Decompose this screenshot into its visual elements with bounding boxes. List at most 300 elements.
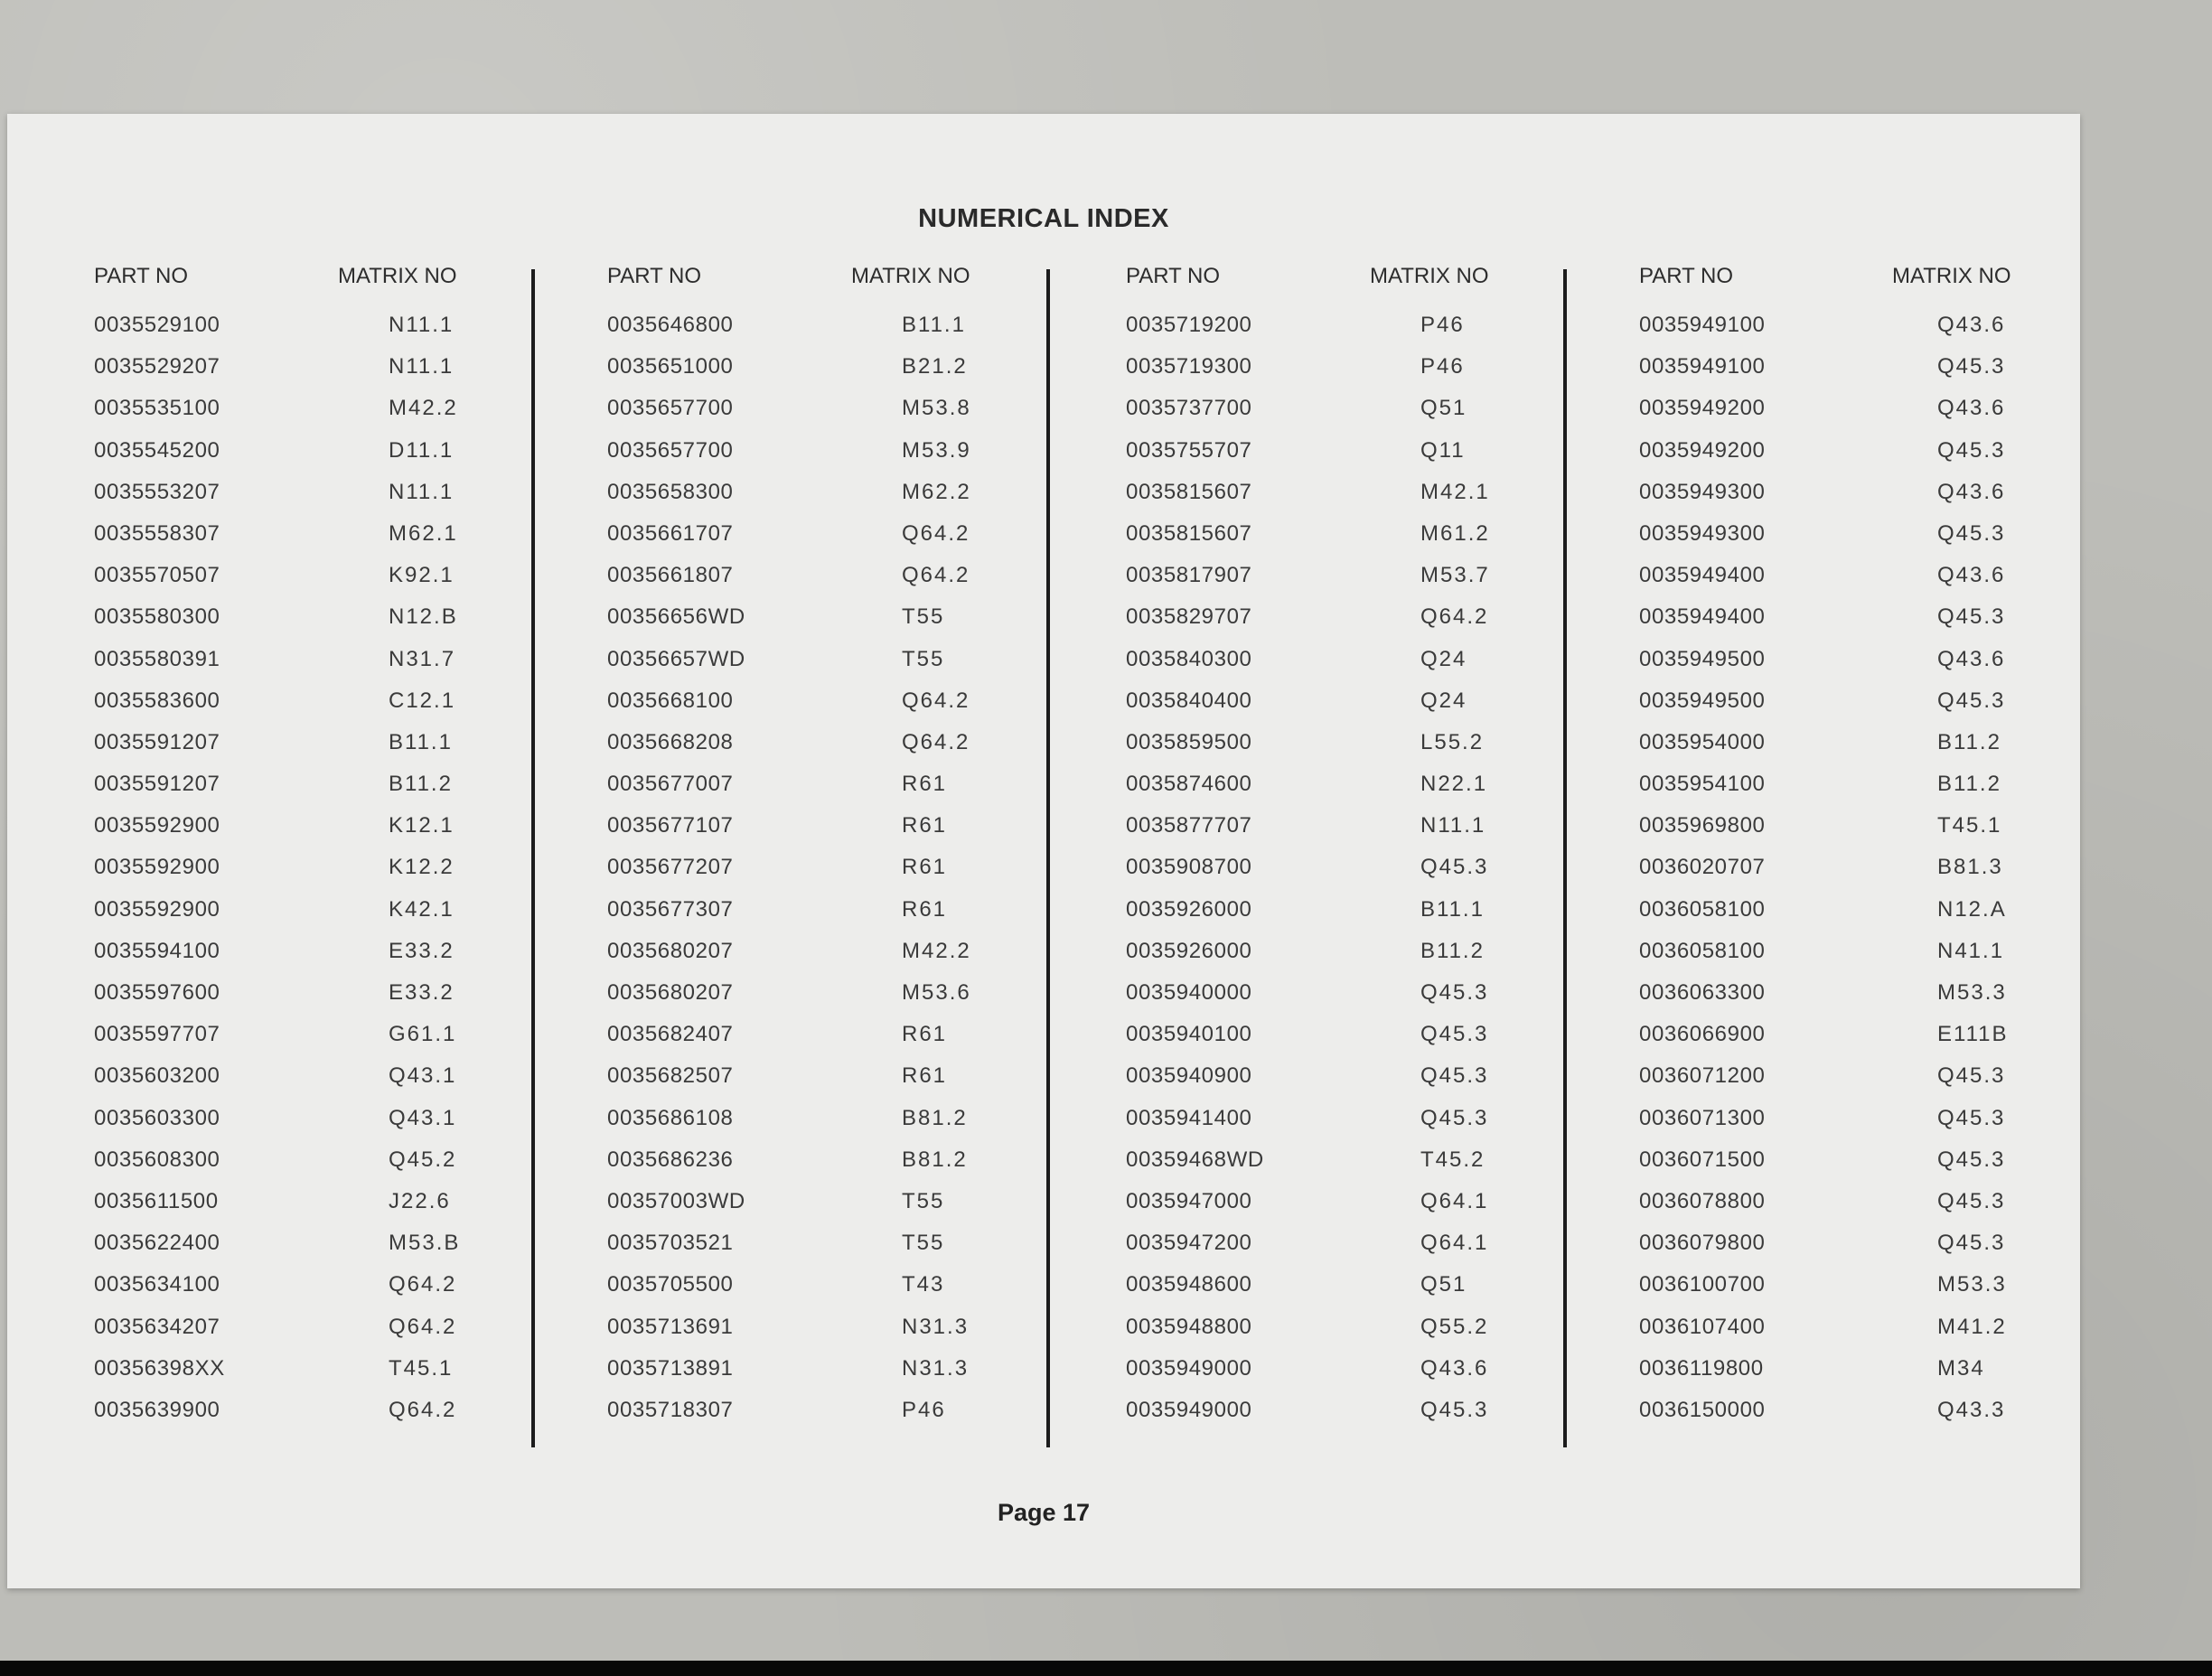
part-number: 0035703521 bbox=[607, 1231, 734, 1256]
matrix-number: Q45.3 bbox=[1420, 980, 1489, 1005]
part-number: 0035719300 bbox=[1126, 354, 1252, 379]
part-number: 0035949300 bbox=[1639, 479, 1766, 504]
index-row bbox=[600, 352, 1106, 394]
index-row bbox=[1119, 1313, 1625, 1354]
part-number: 0035545200 bbox=[94, 437, 220, 463]
matrix-number: Q64.1 bbox=[1420, 1188, 1489, 1213]
part-number: 0035583600 bbox=[94, 688, 220, 713]
index-row bbox=[600, 1270, 1106, 1312]
index-rows bbox=[1632, 311, 2138, 1437]
index-row bbox=[600, 1020, 1106, 1062]
column-divider bbox=[531, 269, 535, 1447]
part-number: 0035661707 bbox=[607, 520, 734, 546]
index-row bbox=[1119, 770, 1625, 811]
part-number: 0035682407 bbox=[607, 1022, 734, 1047]
index-row bbox=[1632, 352, 2138, 394]
matrix-number: J22.6 bbox=[389, 1188, 451, 1213]
matrix-number: N12.A bbox=[1937, 896, 2007, 922]
matrix-number: E33.2 bbox=[389, 980, 455, 1005]
matrix-number: Q64.2 bbox=[902, 688, 970, 713]
index-row bbox=[600, 728, 1106, 770]
matrix-number: B11.2 bbox=[1937, 729, 2001, 754]
index-row bbox=[87, 394, 593, 435]
part-number: 0035949500 bbox=[1639, 646, 1766, 671]
index-row bbox=[1119, 1062, 1625, 1103]
matrix-number: K12.2 bbox=[389, 855, 455, 880]
index-row bbox=[600, 645, 1106, 687]
index-row bbox=[600, 1146, 1106, 1187]
matrix-number: D11.1 bbox=[389, 437, 455, 463]
part-number: 0036119800 bbox=[1639, 1355, 1764, 1381]
matrix-number: M42.1 bbox=[1420, 479, 1490, 504]
part-number: 0035608300 bbox=[94, 1147, 220, 1172]
index-row bbox=[1632, 770, 2138, 811]
matrix-number: Q43.1 bbox=[389, 1063, 457, 1089]
part-number: 0035558307 bbox=[94, 520, 220, 546]
part-number: 0035591207 bbox=[94, 729, 220, 754]
part-number: 0035949400 bbox=[1639, 604, 1766, 630]
matrix-number: N11.1 bbox=[389, 354, 455, 379]
matrix-number: Q45.3 bbox=[1420, 1105, 1489, 1130]
index-row bbox=[87, 1146, 593, 1187]
index-row bbox=[87, 1229, 593, 1270]
matrix-number: Q45.3 bbox=[1937, 1105, 2006, 1130]
part-number: 00356657WD bbox=[607, 646, 745, 671]
part-number: 0035949400 bbox=[1639, 563, 1766, 588]
matrix-number: M53.3 bbox=[1937, 1272, 2007, 1297]
part-number: 0035713691 bbox=[607, 1314, 734, 1339]
matrix-number: E33.2 bbox=[389, 938, 455, 963]
part-number: 0035755707 bbox=[1126, 437, 1252, 463]
matrix-number: M42.2 bbox=[902, 938, 971, 963]
part-number: 0035713891 bbox=[607, 1355, 734, 1381]
matrix-number: N31.7 bbox=[389, 646, 456, 671]
part-number: 0035553207 bbox=[94, 479, 220, 504]
part-number: 0035646800 bbox=[607, 313, 734, 337]
part-number: 0036079800 bbox=[1639, 1231, 1766, 1256]
matrix-number: T55 bbox=[902, 646, 945, 671]
matrix-number: M53.9 bbox=[902, 437, 971, 463]
index-rows bbox=[600, 311, 1106, 1437]
part-number: 0035949200 bbox=[1639, 437, 1766, 463]
index-row bbox=[1119, 311, 1625, 352]
matrix-no-header: MATRIX NO bbox=[1370, 264, 1489, 288]
part-number: 0036063300 bbox=[1639, 980, 1766, 1005]
index-row bbox=[600, 770, 1106, 811]
matrix-number: T45.1 bbox=[1937, 813, 2002, 838]
matrix-number: Q64.2 bbox=[902, 729, 970, 754]
index-row bbox=[87, 1104, 593, 1146]
part-number: 0035634100 bbox=[94, 1272, 220, 1297]
part-number: 0035949100 bbox=[1639, 313, 1766, 337]
index-row bbox=[1119, 603, 1625, 644]
matrix-number: N31.3 bbox=[902, 1355, 970, 1381]
index-row bbox=[1119, 478, 1625, 520]
matrix-number: Q45.3 bbox=[1937, 604, 2006, 630]
part-number: 0035680207 bbox=[607, 938, 734, 963]
index-row bbox=[87, 1062, 593, 1103]
index-row bbox=[600, 978, 1106, 1020]
index-row bbox=[87, 937, 593, 978]
part-number: 0035603300 bbox=[94, 1105, 220, 1130]
index-row bbox=[1119, 895, 1625, 937]
index-row bbox=[1632, 520, 2138, 561]
index-row bbox=[600, 1104, 1106, 1146]
matrix-number: B11.1 bbox=[389, 729, 453, 754]
index-row bbox=[1119, 811, 1625, 853]
matrix-number: B11.2 bbox=[1937, 772, 2001, 797]
matrix-number: B11.2 bbox=[389, 772, 453, 797]
index-row bbox=[1632, 1354, 2138, 1396]
part-number: 0035877707 bbox=[1126, 813, 1252, 838]
part-number: 0035718307 bbox=[607, 1397, 734, 1422]
index-row bbox=[1632, 1104, 2138, 1146]
matrix-number: K12.1 bbox=[389, 813, 455, 838]
matrix-number: B81.2 bbox=[902, 1147, 968, 1172]
index-row bbox=[1119, 687, 1625, 728]
matrix-number: B11.1 bbox=[1420, 896, 1485, 922]
index-row bbox=[1632, 853, 2138, 894]
part-number: 0035840400 bbox=[1126, 688, 1252, 713]
column-divider bbox=[1046, 269, 1050, 1447]
part-number: 0035529207 bbox=[94, 354, 220, 379]
matrix-number: R61 bbox=[902, 813, 948, 838]
matrix-number: Q45.3 bbox=[1420, 855, 1489, 880]
index-row bbox=[1632, 895, 2138, 937]
part-number: 0035940900 bbox=[1126, 1063, 1252, 1089]
part-number: 00356656WD bbox=[607, 604, 745, 630]
index-row bbox=[600, 520, 1106, 561]
index-row bbox=[1119, 1354, 1625, 1396]
part-number: 0035815607 bbox=[1126, 520, 1252, 546]
index-row bbox=[87, 895, 593, 937]
index-row bbox=[1119, 1270, 1625, 1312]
matrix-number: N11.1 bbox=[389, 479, 455, 504]
part-number: 0036071300 bbox=[1639, 1105, 1766, 1130]
index-row bbox=[600, 937, 1106, 978]
part-number: 0035949100 bbox=[1639, 354, 1766, 379]
index-row bbox=[1632, 687, 2138, 728]
matrix-number: P46 bbox=[902, 1397, 946, 1422]
part-no-header: PART NO bbox=[1126, 264, 1221, 288]
document-page bbox=[7, 114, 2080, 1588]
matrix-number: P46 bbox=[1420, 313, 1465, 337]
matrix-number: B21.2 bbox=[902, 354, 968, 379]
part-number: 0035940100 bbox=[1126, 1022, 1252, 1047]
matrix-number: R61 bbox=[902, 896, 948, 922]
matrix-number: Q11 bbox=[1420, 437, 1466, 463]
matrix-number: Q24 bbox=[1420, 688, 1467, 713]
matrix-number: M53.B bbox=[389, 1231, 461, 1256]
index-row bbox=[87, 1187, 593, 1229]
part-number: 0035949200 bbox=[1639, 396, 1766, 421]
part-number: 0036100700 bbox=[1639, 1272, 1766, 1297]
index-column-3 bbox=[1119, 264, 1625, 1427]
column-header bbox=[1632, 264, 2138, 300]
matrix-number: Q43.6 bbox=[1937, 479, 2006, 504]
part-number: 0035926000 bbox=[1126, 896, 1252, 922]
index-row bbox=[1119, 1396, 1625, 1437]
part-number: 0035611500 bbox=[94, 1188, 219, 1213]
index-row bbox=[1632, 978, 2138, 1020]
index-row bbox=[1119, 1146, 1625, 1187]
matrix-number: T45.1 bbox=[389, 1355, 454, 1381]
index-row bbox=[1632, 436, 2138, 478]
matrix-number: P46 bbox=[1420, 354, 1465, 379]
matrix-number: Q64.2 bbox=[1420, 604, 1489, 630]
index-row bbox=[1632, 1187, 2138, 1229]
part-number: 0035657700 bbox=[607, 396, 734, 421]
matrix-number: N22.1 bbox=[1420, 772, 1488, 797]
matrix-number: T55 bbox=[902, 1231, 945, 1256]
index-row bbox=[1632, 1020, 2138, 1062]
part-number: 0036071200 bbox=[1639, 1063, 1766, 1089]
part-number: 0035815607 bbox=[1126, 479, 1252, 504]
matrix-number: B11.1 bbox=[902, 313, 966, 337]
part-number: 0035668208 bbox=[607, 729, 734, 754]
part-number: 0035529100 bbox=[94, 313, 220, 337]
index-row bbox=[600, 1187, 1106, 1229]
index-row bbox=[87, 603, 593, 644]
index-row bbox=[1632, 311, 2138, 352]
index-row bbox=[87, 561, 593, 603]
index-row bbox=[600, 561, 1106, 603]
matrix-number: Q45.3 bbox=[1937, 437, 2006, 463]
page-title: NUMERICAL INDEX bbox=[918, 204, 1169, 233]
part-number: 0035651000 bbox=[607, 354, 734, 379]
part-number: 00359468WD bbox=[1126, 1147, 1264, 1172]
index-row bbox=[87, 1020, 593, 1062]
part-number: 0036107400 bbox=[1639, 1314, 1766, 1339]
part-number: 0035597600 bbox=[94, 980, 220, 1005]
index-row bbox=[1119, 1187, 1625, 1229]
matrix-number: G61.1 bbox=[389, 1022, 457, 1047]
part-number: 0035592900 bbox=[94, 813, 220, 838]
index-row bbox=[87, 811, 593, 853]
matrix-number: R61 bbox=[902, 772, 948, 797]
part-number: 0035949500 bbox=[1639, 688, 1766, 713]
matrix-number: R61 bbox=[902, 855, 948, 880]
matrix-number: Q64.2 bbox=[902, 520, 970, 546]
part-number: 0035948600 bbox=[1126, 1272, 1252, 1297]
part-number: 0035954100 bbox=[1639, 772, 1766, 797]
matrix-number: N12.B bbox=[389, 604, 458, 630]
index-row bbox=[87, 645, 593, 687]
index-row bbox=[87, 1396, 593, 1437]
part-number: 0035677307 bbox=[607, 896, 734, 922]
matrix-number: Q43.1 bbox=[389, 1105, 457, 1130]
index-row bbox=[1119, 937, 1625, 978]
index-row bbox=[1632, 1396, 2138, 1437]
matrix-number: B11.2 bbox=[1420, 938, 1485, 963]
matrix-no-header: MATRIX NO bbox=[338, 264, 457, 288]
matrix-number: M34 bbox=[1937, 1355, 1985, 1381]
matrix-number: K92.1 bbox=[389, 563, 455, 588]
matrix-number: M41.2 bbox=[1937, 1314, 2007, 1339]
part-number: 0035535100 bbox=[94, 396, 220, 421]
matrix-number: Q64.2 bbox=[902, 563, 970, 588]
part-number: 0035840300 bbox=[1126, 646, 1252, 671]
part-number: 0035926000 bbox=[1126, 938, 1252, 963]
index-row bbox=[1632, 1062, 2138, 1103]
matrix-number: N11.1 bbox=[1420, 813, 1486, 838]
part-number: 0035661807 bbox=[607, 563, 734, 588]
matrix-number: Q45.3 bbox=[1937, 1188, 2006, 1213]
index-row bbox=[87, 978, 593, 1020]
matrix-no-header: MATRIX NO bbox=[1892, 264, 2011, 288]
index-row bbox=[600, 853, 1106, 894]
index-row bbox=[1119, 520, 1625, 561]
index-row bbox=[1119, 853, 1625, 894]
part-number: 0035594100 bbox=[94, 938, 220, 963]
matrix-number: Q45.3 bbox=[1937, 1147, 2006, 1172]
matrix-number: N11.1 bbox=[389, 313, 455, 337]
part-number: 0035947200 bbox=[1126, 1231, 1252, 1256]
matrix-number: Q64.2 bbox=[389, 1314, 457, 1339]
matrix-number: Q51 bbox=[1420, 1272, 1467, 1297]
part-number: 0035874600 bbox=[1126, 772, 1252, 797]
matrix-number: K42.1 bbox=[389, 896, 455, 922]
index-row bbox=[87, 770, 593, 811]
part-number: 0035954000 bbox=[1639, 729, 1766, 754]
index-row bbox=[1632, 1146, 2138, 1187]
matrix-number: Q43.6 bbox=[1937, 646, 2006, 671]
matrix-number: T43 bbox=[902, 1272, 945, 1297]
index-row bbox=[1632, 561, 2138, 603]
matrix-number: T45.2 bbox=[1420, 1147, 1486, 1172]
index-column-4 bbox=[1632, 264, 2138, 1427]
index-row bbox=[600, 603, 1106, 644]
index-row bbox=[1119, 561, 1625, 603]
part-number: 00356398XX bbox=[94, 1355, 225, 1381]
matrix-number: Q43.3 bbox=[1937, 1397, 2006, 1422]
part-number: 0035719200 bbox=[1126, 313, 1252, 337]
column-header bbox=[600, 264, 1106, 300]
index-row bbox=[1119, 436, 1625, 478]
matrix-number: R61 bbox=[902, 1063, 948, 1089]
index-row bbox=[1119, 352, 1625, 394]
part-number: 0036058100 bbox=[1639, 896, 1766, 922]
index-row bbox=[87, 478, 593, 520]
index-rows bbox=[87, 311, 593, 1437]
part-number: 0035592900 bbox=[94, 896, 220, 922]
part-number: 0035737700 bbox=[1126, 396, 1252, 421]
part-number: 0035947000 bbox=[1126, 1188, 1252, 1213]
part-number: 0035940000 bbox=[1126, 980, 1252, 1005]
index-row bbox=[87, 853, 593, 894]
index-row bbox=[600, 394, 1106, 435]
index-row bbox=[87, 1270, 593, 1312]
index-row bbox=[600, 436, 1106, 478]
matrix-number: M53.7 bbox=[1420, 563, 1490, 588]
part-number: 0035597707 bbox=[94, 1022, 220, 1047]
part-number: 0035592900 bbox=[94, 855, 220, 880]
part-number: 0035686108 bbox=[607, 1105, 734, 1130]
index-row bbox=[87, 311, 593, 352]
index-row bbox=[600, 687, 1106, 728]
index-column-2 bbox=[600, 264, 1106, 1427]
matrix-number: Q43.6 bbox=[1937, 396, 2006, 421]
index-row bbox=[87, 352, 593, 394]
part-number: 0035622400 bbox=[94, 1231, 220, 1256]
part-number: 0035859500 bbox=[1126, 729, 1252, 754]
part-number: 0035817907 bbox=[1126, 563, 1252, 588]
part-no-header: PART NO bbox=[1639, 264, 1734, 288]
part-number: 00357003WD bbox=[607, 1188, 745, 1213]
matrix-number: M53.6 bbox=[902, 980, 971, 1005]
matrix-number: Q45.3 bbox=[1420, 1063, 1489, 1089]
matrix-no-header: MATRIX NO bbox=[851, 264, 970, 288]
matrix-number: M53.3 bbox=[1937, 980, 2007, 1005]
part-number: 0036066900 bbox=[1639, 1022, 1766, 1047]
part-number: 0035969800 bbox=[1639, 813, 1766, 838]
index-column-1 bbox=[87, 264, 593, 1427]
index-row bbox=[1119, 1020, 1625, 1062]
matrix-number: Q64.1 bbox=[1420, 1231, 1489, 1256]
matrix-number: Q24 bbox=[1420, 646, 1467, 671]
index-rows bbox=[1119, 311, 1625, 1437]
part-number: 0035657700 bbox=[607, 437, 734, 463]
matrix-number: Q45.3 bbox=[1420, 1022, 1489, 1047]
part-number: 0035639900 bbox=[94, 1397, 220, 1422]
part-number: 0035658300 bbox=[607, 479, 734, 504]
part-number: 0035580300 bbox=[94, 604, 220, 630]
index-row bbox=[87, 1354, 593, 1396]
part-number: 0035949000 bbox=[1126, 1397, 1252, 1422]
index-row bbox=[600, 1062, 1106, 1103]
matrix-number: Q45.2 bbox=[389, 1147, 457, 1172]
part-number: 0035686236 bbox=[607, 1147, 734, 1172]
part-number: 0035682507 bbox=[607, 1063, 734, 1089]
matrix-number: M42.2 bbox=[389, 396, 458, 421]
matrix-number: L55.2 bbox=[1420, 729, 1485, 754]
index-row bbox=[600, 478, 1106, 520]
part-number: 0035705500 bbox=[607, 1272, 734, 1297]
matrix-number: Q51 bbox=[1420, 396, 1467, 421]
index-row bbox=[87, 1313, 593, 1354]
part-number: 0036150000 bbox=[1639, 1397, 1766, 1422]
index-row bbox=[600, 1354, 1106, 1396]
matrix-number: T55 bbox=[902, 604, 945, 630]
part-number: 0035591207 bbox=[94, 772, 220, 797]
column-header bbox=[1119, 264, 1625, 300]
index-row bbox=[87, 520, 593, 561]
part-number: 0035668100 bbox=[607, 688, 734, 713]
matrix-number: Q64.2 bbox=[389, 1272, 457, 1297]
part-number: 0035677107 bbox=[607, 813, 734, 838]
part-number: 0035680207 bbox=[607, 980, 734, 1005]
index-row bbox=[600, 311, 1106, 352]
index-row bbox=[1632, 811, 2138, 853]
part-number: 0035677207 bbox=[607, 855, 734, 880]
matrix-number: M53.8 bbox=[902, 396, 971, 421]
index-row bbox=[1632, 603, 2138, 644]
matrix-number: Q43.6 bbox=[1937, 313, 2006, 337]
index-row bbox=[1632, 1270, 2138, 1312]
index-row bbox=[1119, 1104, 1625, 1146]
index-row bbox=[1632, 1313, 2138, 1354]
part-number: 0035634207 bbox=[94, 1314, 220, 1339]
index-row bbox=[1119, 394, 1625, 435]
part-number: 0035829707 bbox=[1126, 604, 1252, 630]
part-number: 0035603200 bbox=[94, 1063, 220, 1089]
matrix-number: R61 bbox=[902, 1022, 948, 1047]
matrix-number: Q45.3 bbox=[1937, 1063, 2006, 1089]
scan-bottom-edge bbox=[0, 1661, 2212, 1676]
index-row bbox=[87, 728, 593, 770]
matrix-number: M62.1 bbox=[389, 520, 458, 546]
index-row bbox=[1632, 937, 2138, 978]
